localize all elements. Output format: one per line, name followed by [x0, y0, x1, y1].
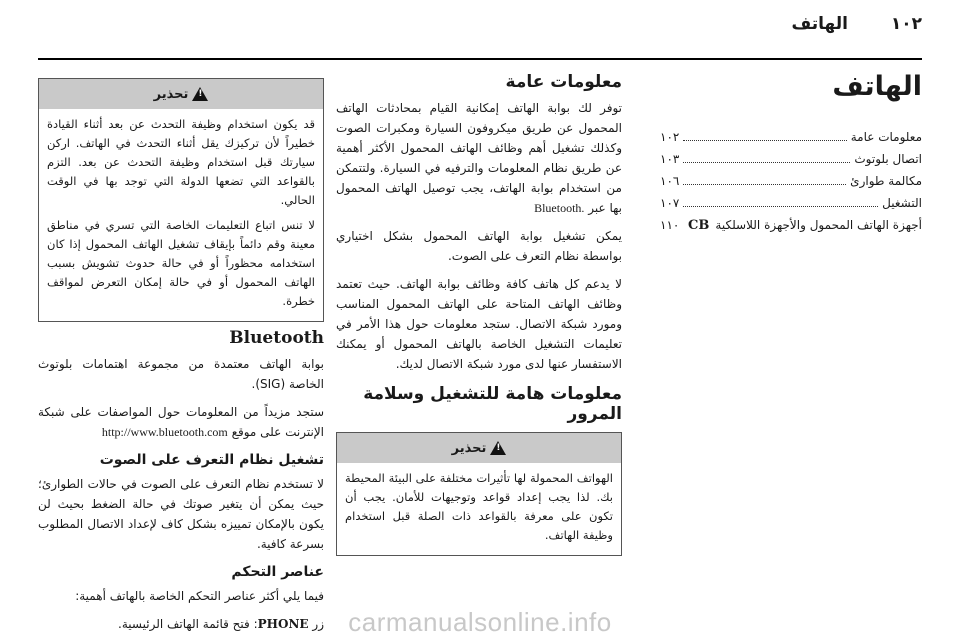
toc-leader: [683, 206, 878, 207]
toc-item-page: ١١٠: [660, 217, 680, 232]
safety-warning-text: الهواتف المحمولة لها تأثيرات مختلفة على البيئة المحيطة بك. لذا يجب إعداد قواعد وتوجيهات للأمان. يجب أن تكون على معرفة بالقواعد ذات الصلة قبل استخدام وظيفة الهاتف.: [345, 471, 613, 542]
toc-item[interactable]: [660, 130, 922, 152]
toc-list: [660, 130, 922, 240]
driving-warning-header: [39, 79, 323, 109]
voice-paragraph: لا تستخدم نظام التعرف على الصوت في حالات الطوارئ؛ حيث يمكن أن يتغير صوتك في حالة الضغط بحيث لن يكون بالإمكان تمييزه بشكل كاف لإعداد الاتصال المطلوب بسرعة كافية.: [38, 477, 324, 551]
driving-warning-p1: قد يكون استخدام وظيفة التحدث عن بعد أثناء القيادة خطيراً لأن تركيزك يقل أثناء التحدث في الهاتف. اركن سيارتك قبل استخدام وظيفة التحدث عن بعد. التزم بالقواعد التي تضعها الدولة التي توجد بها في الوقت الحالي.: [47, 117, 315, 207]
safety-title: معلومات هامة للتشغيل وسلامة المرور: [363, 384, 622, 424]
toc-item[interactable]: [660, 218, 922, 240]
warning-triangle-icon: [192, 87, 208, 101]
warning-triangle-icon: [490, 441, 506, 455]
controls-p2-prefix: زر: [312, 617, 324, 631]
general-p1-end: Bluetooth.: [534, 201, 585, 215]
details-column: [38, 68, 324, 642]
bluetooth-title: Bluetooth: [229, 328, 324, 348]
toc-item-label: أجهزة الهاتف المحمول والأجهزة اللاسلكية: [715, 217, 922, 232]
driving-warning-box: [38, 78, 324, 322]
driving-warning-body: [39, 109, 323, 321]
toc-item-label: معلومات عامة: [850, 129, 922, 144]
toc-leader: [683, 184, 846, 185]
toc-item-label: التشغيل: [882, 195, 922, 210]
toc-item-label-suffix: CB: [688, 217, 710, 233]
general-title: معلومات عامة: [505, 72, 622, 92]
toc-item[interactable]: [660, 152, 922, 174]
toc-leader: [683, 162, 850, 163]
toc-item-page: ١٠٧: [660, 195, 680, 210]
chapter-title: الهاتف: [791, 14, 848, 34]
toc-item-page: ١٠٦: [660, 173, 680, 188]
controls-p2-text: : فتح قائمة الهاتف الرئيسية.: [118, 617, 258, 631]
toc-title: الهاتف: [832, 71, 922, 102]
safety-warning-box: [336, 432, 622, 556]
voice-title: تشغيل نظام التعرف على الصوت: [99, 452, 324, 468]
toc-column: [660, 68, 922, 240]
bluetooth-paragraph-2: [38, 402, 324, 442]
general-paragraph-2: يمكن تشغيل بوابة الهاتف المحمول بشكل اختياري بواسطة نظام التعرف على الصوت.: [336, 229, 622, 263]
page-number: ١٠٢: [890, 14, 922, 34]
toc-item[interactable]: [660, 174, 922, 196]
page-header: [0, 0, 960, 58]
safety-warning-label: تحذير: [451, 440, 487, 456]
controls-title: عناصر التحكم: [231, 564, 324, 580]
toc-item-label: مكالمة طوارئ: [850, 173, 922, 188]
general-paragraph-3: لا يدعم كل هاتف كافة وظائف بوابة الهاتف. حيث تعتمد وظائف الهاتف المتاحة على الهاتف المحمول المناسب ومورد شبكة الاتصال. ستجد معلومات حول هذا الأمر في تعليمات التشغيل الخاصة بالهاتف المحمول أو يمكنك الاستفسار عنها لدى مورد شبكة الاتصال لديك.: [336, 277, 622, 371]
header-rule: [38, 58, 922, 60]
bluetooth-url-link[interactable]: http://www.bluetooth.com: [101, 425, 228, 439]
toc-item-page: ١٠٢: [660, 129, 680, 144]
toc-item[interactable]: [660, 196, 922, 218]
general-p1-text: توفر لك بوابة الهاتف إمكانية القيام بمحادثات الهاتف المحمول عن طريق ميكروفون السيارة ومكبرات الصوت وكذلك تشغيل أهم وظائف الهاتف المحمول الأكثر أهمية عن طريق نظام المعلومات والترفيه في السيارة. ولتتمكن من استخدام بوابة الهاتف، يجب توصيل الهاتف المحمول بها عبر: [336, 101, 622, 215]
driving-warning-label: تحذير: [153, 86, 189, 102]
controls-paragraph-1: فيما يلي أكثر عناصر التحكم الخاصة بالهاتف أهمية:: [75, 589, 324, 603]
bluetooth-paragraph-1: بوابة الهاتف معتمدة من مجموعة اهتمامات بلوتوث الخاصة (SIG).: [38, 357, 324, 391]
bluetooth-p2-text: ستجد مزيداً من المعلومات حول المواصفات على شبكة الإنترنت على موقع: [38, 405, 324, 439]
toc-leader: [683, 140, 846, 141]
safety-warning-body: [337, 463, 621, 555]
phone-key-label: PHONE: [257, 617, 309, 631]
driving-warning-p2: لا تنس اتباع التعليمات الخاصة التي تسري في مناطق معينة وقم دائماً بإيقاف تشغيل الهاتف المحمول إذا كان استخدامه محظوراً أو في حالة حدوث تشويش بسبب الهاتف المحمول أو في حالة إمكان التعرض لمواقف خطرة.: [47, 218, 315, 308]
safety-warning-header: [337, 433, 621, 463]
toc-item-page: ١٠٣: [660, 151, 680, 166]
general-column: [336, 68, 622, 556]
general-paragraph-1: [336, 98, 622, 218]
watermark: carmanualsonline.info: [348, 607, 612, 637]
toc-item-label: اتصال بلوتوث: [854, 151, 922, 166]
